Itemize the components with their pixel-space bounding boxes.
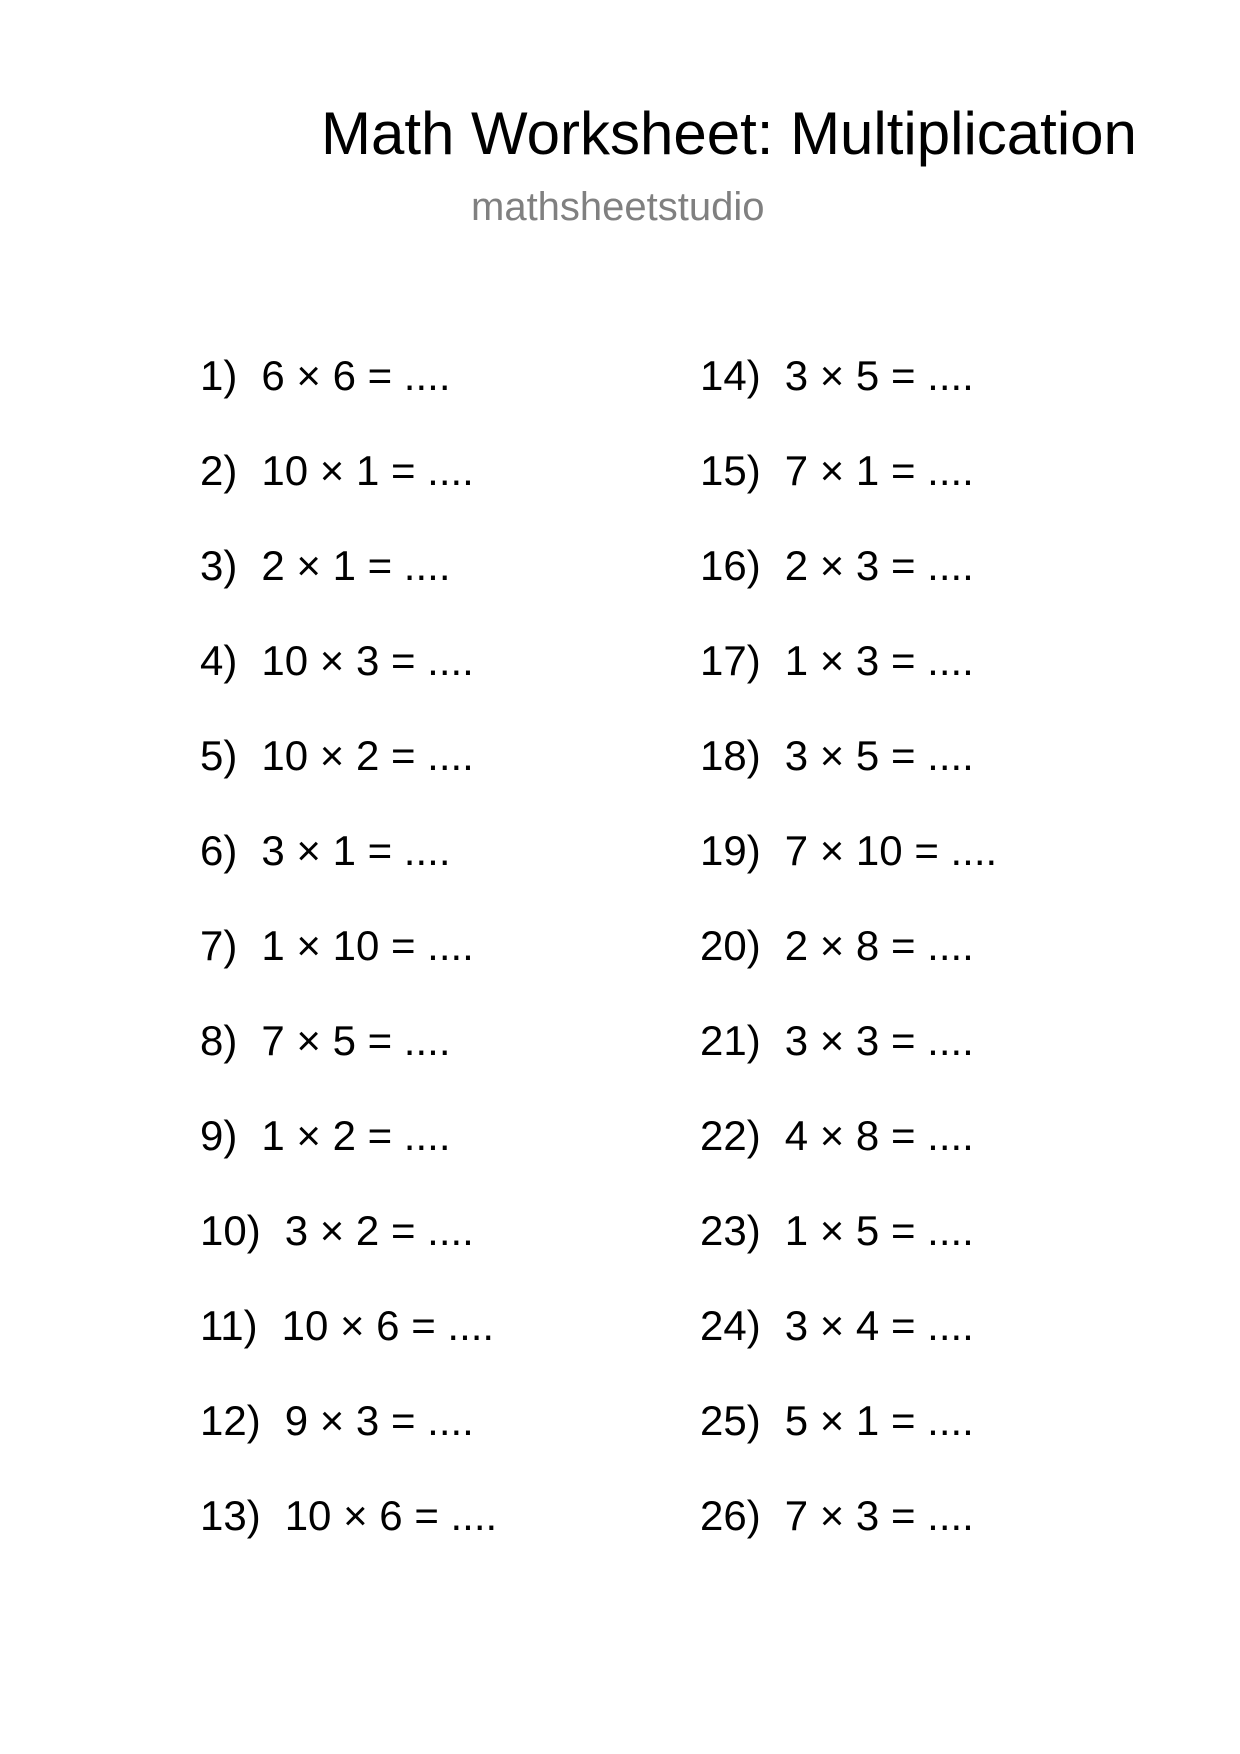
problem-column-left [200, 350, 497, 1585]
problem-expression: 2 × 8 = .... [784, 922, 974, 969]
problem-number: 7) [200, 922, 238, 969]
problem-number: 8) [200, 1017, 238, 1064]
problem-item [200, 1110, 497, 1205]
problem-expression: 5 × 1 = .... [784, 1397, 974, 1444]
problem-expression: 10 × 3 = .... [261, 637, 474, 684]
problem-number: 13) [200, 1492, 261, 1539]
problem-item [200, 350, 497, 445]
problem-expression: 7 × 3 = .... [784, 1492, 974, 1539]
problem-expression: 1 × 3 = .... [784, 637, 974, 684]
problem-item [200, 825, 497, 920]
problem-expression: 3 × 1 = .... [261, 827, 451, 874]
problem-number: 19) [700, 827, 761, 874]
problem-item [700, 1300, 997, 1395]
problem-expression: 1 × 5 = .... [784, 1207, 974, 1254]
worksheet-subtitle: mathsheetstudio [471, 185, 765, 229]
problem-number: 15) [700, 447, 761, 494]
problem-item [700, 445, 997, 540]
problem-item [700, 920, 997, 1015]
problem-number: 16) [700, 542, 761, 589]
problem-number: 4) [200, 637, 238, 684]
problem-number: 25) [700, 1397, 761, 1444]
problem-number: 2) [200, 447, 238, 494]
problem-expression: 10 × 6 = .... [284, 1492, 498, 1539]
problem-expression: 10 × 2 = .... [261, 732, 474, 779]
problem-item [200, 1015, 497, 1110]
problem-expression: 3 × 2 = .... [284, 1207, 474, 1254]
problem-expression: 3 × 4 = .... [784, 1302, 974, 1349]
problem-expression: 4 × 8 = .... [784, 1112, 974, 1159]
problem-expression: 10 × 1 = .... [261, 447, 474, 494]
problem-expression: 7 × 5 = .... [261, 1017, 451, 1064]
problem-item [700, 1490, 997, 1585]
problem-item [700, 730, 997, 825]
problem-item [200, 1205, 497, 1300]
problem-number: 9) [200, 1112, 238, 1159]
problem-number: 26) [700, 1492, 761, 1539]
problem-expression: 10 × 6 = .... [281, 1302, 495, 1349]
problem-number: 14) [700, 352, 761, 399]
problem-item [200, 730, 497, 825]
problem-number: 17) [700, 637, 761, 684]
problem-number: 18) [700, 732, 761, 779]
problem-expression: 1 × 2 = .... [261, 1112, 451, 1159]
problem-expression: 6 × 6 = .... [261, 352, 451, 399]
problem-item [700, 1205, 997, 1300]
problem-expression: 7 × 10 = .... [784, 827, 998, 874]
problem-expression: 1 × 10 = .... [261, 922, 474, 969]
problem-item [200, 920, 497, 1015]
problem-number: 24) [700, 1302, 761, 1349]
problem-number: 12) [200, 1397, 261, 1444]
problem-column-right [700, 350, 997, 1585]
problem-item [700, 1395, 997, 1490]
problem-item [700, 540, 997, 635]
worksheet-title: Math Worksheet: Multiplication [321, 100, 1137, 167]
problem-item [700, 635, 997, 730]
problem-number: 11) [200, 1302, 258, 1349]
problem-item [200, 1300, 497, 1395]
problem-expression: 9 × 3 = .... [284, 1397, 474, 1444]
problem-number: 20) [700, 922, 761, 969]
problem-expression: 3 × 3 = .... [784, 1017, 974, 1064]
problem-item [700, 825, 997, 920]
problem-number: 21) [700, 1017, 761, 1064]
problem-item [700, 1015, 997, 1110]
problem-number: 1) [200, 352, 238, 399]
problem-item [700, 1110, 997, 1205]
problem-expression: 2 × 1 = .... [261, 542, 451, 589]
problem-expression: 7 × 1 = .... [784, 447, 974, 494]
problem-number: 22) [700, 1112, 761, 1159]
problem-item [200, 1490, 497, 1585]
problem-number: 5) [200, 732, 238, 779]
problem-item [700, 350, 997, 445]
problem-expression: 3 × 5 = .... [784, 732, 974, 779]
problem-expression: 2 × 3 = .... [784, 542, 974, 589]
problem-number: 3) [200, 542, 238, 589]
problem-number: 10) [200, 1207, 261, 1254]
problem-number: 23) [700, 1207, 761, 1254]
problem-item [200, 1395, 497, 1490]
problem-item [200, 540, 497, 635]
problem-number: 6) [200, 827, 238, 874]
problem-item [200, 445, 497, 540]
problem-item [200, 635, 497, 730]
problem-expression: 3 × 5 = .... [784, 352, 974, 399]
